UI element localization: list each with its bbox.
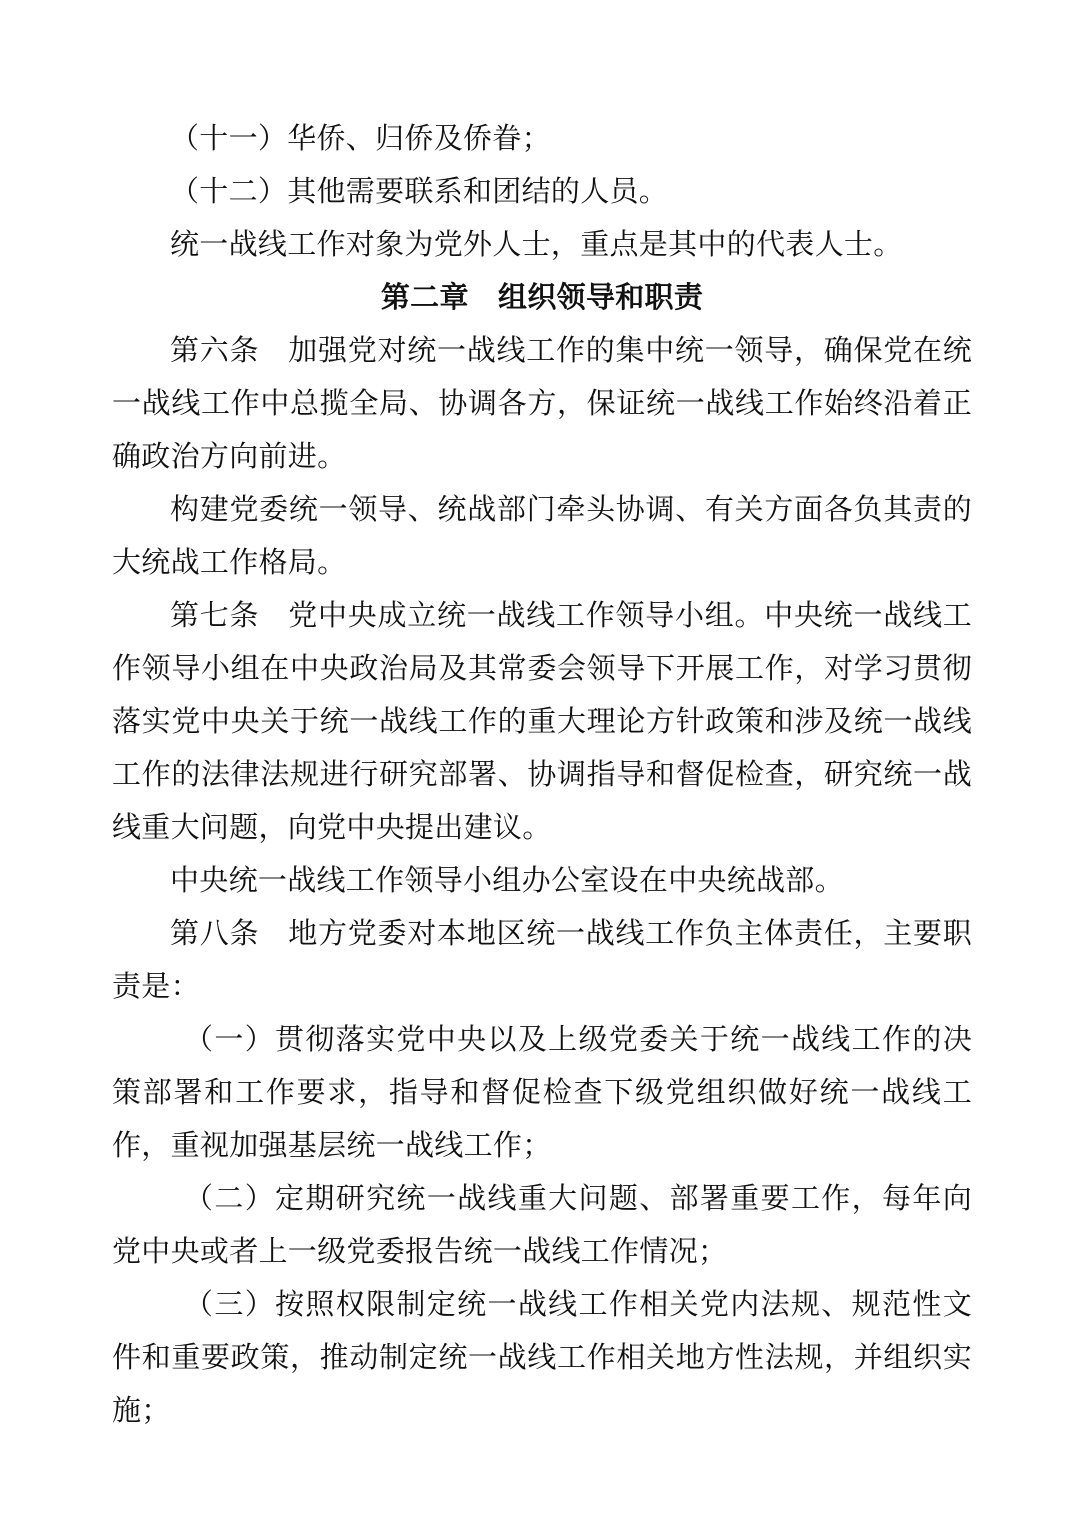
article-8-item-3: （三）按照权限制定统一战线工作相关党内法规、规范性文件和重要政策，推动制定统一战线工作相关地方性法规，并组织实施；	[112, 1287, 972, 1427]
article-8-text: 地方党委对本地区统一战线工作负主体责任，主要职责是：	[112, 916, 972, 1003]
paragraph-item-12: （十二）其他需要联系和团结的人员。	[170, 174, 669, 208]
article-8-item-1: （一）贯彻落实党中央以及上级党委关于统一战线工作的决策部署和工作要求，指导和督促检查下级党组织做好统一战线工作，重视加强基层统一战线工作；	[112, 1022, 972, 1162]
paragraph-work-targets: 统一战线工作对象为党外人士，重点是其中的代表人士。	[170, 227, 903, 261]
article-8	[112, 907, 972, 1013]
article-7-followup: 中央统一战线工作领导小组办公室设在中央统战部。	[170, 863, 844, 897]
document-body	[112, 112, 972, 1437]
article-6-followup: 构建党委统一领导、统战部门牵头协调、有关方面各负其责的大统战工作格局。	[112, 492, 972, 579]
paragraph-item-11: （十一）华侨、归侨及侨眷；	[170, 121, 551, 155]
article-8-label: 第八条	[170, 916, 260, 950]
article-7	[112, 589, 972, 854]
article-7-label: 第七条	[170, 598, 260, 632]
article-6	[112, 324, 972, 483]
chapter-heading: 第二章 组织领导和职责	[380, 280, 704, 314]
article-6-label: 第六条	[170, 333, 260, 367]
article-8-item-2: （二）定期研究统一战线重大问题、部署重要工作，每年向党中央或者上一级党委报告统一战线工作情况；	[112, 1181, 972, 1268]
article-6-text: 加强党对统一战线工作的集中统一领导，确保党在统一战线工作中总揽全局、协调各方，保证统一战线工作始终沿着正确政治方向前进。	[112, 333, 972, 473]
article-7-text: 党中央成立统一战线工作领导小组。中央统一战线工作领导小组在中央政治局及其常委会领导下开展工作，对学习贯彻落实党中央关于统一战线工作的重大理论方针政策和涉及统一战线工作的法律法规进行研究部署、协调指导和督促检查，研究统一战线重大问题，向党中央提出建议。	[112, 598, 972, 844]
